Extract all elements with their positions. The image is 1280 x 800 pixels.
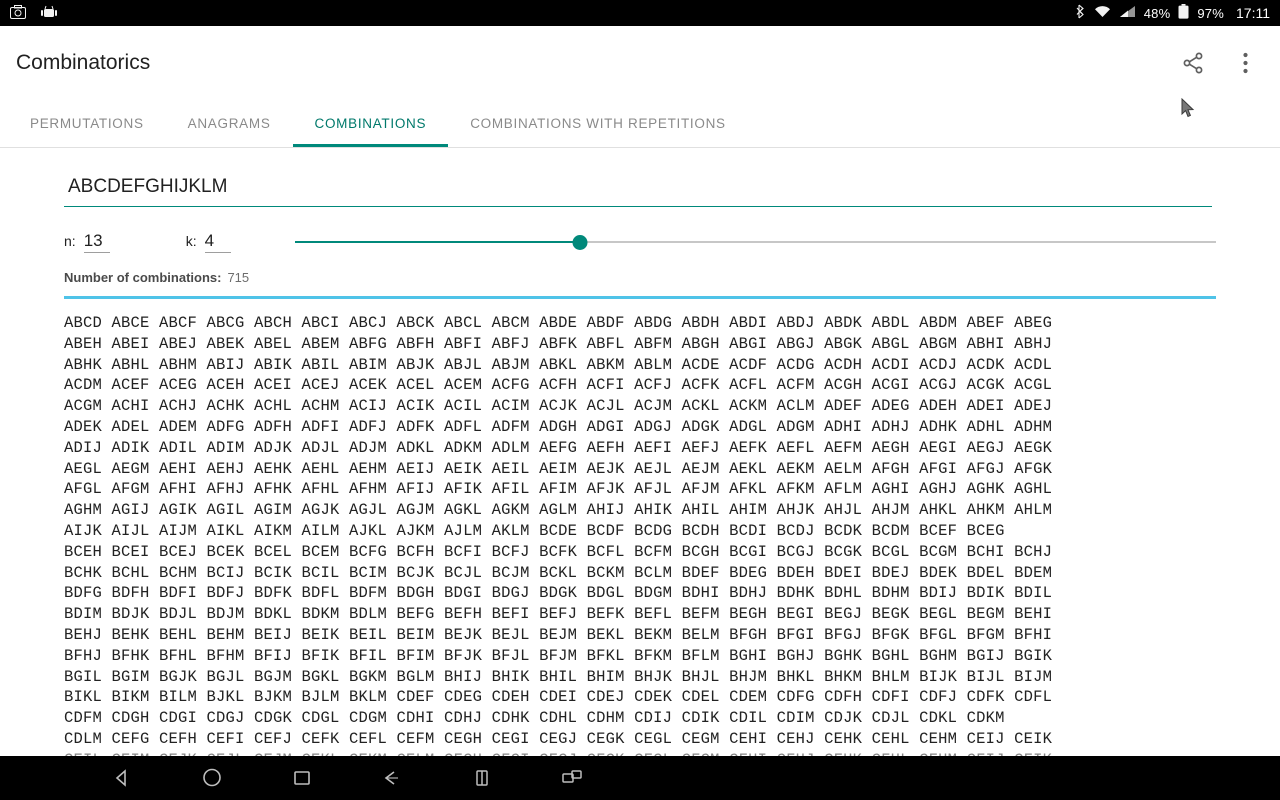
more-vertical-icon[interactable] [1230,48,1260,78]
result-row: BIKL BIKM BILM BJKL BJKM BJLM BKLM CDEF CDEG CDEH CDEI CDEJ CDEK CDEL CDEM CDFG CDFH CDFI CDFJ CDFK CDFL [64,688,1053,707]
status-bar [0,0,1280,26]
result-row: BCEH BCEI BCEJ BCEK BCEL BCEM BCFG BCFH BCFI BCFJ BCFK BCFL BCFM BCGH BCGI BCGJ BCGK BCGL BCGM BCHI BCHJ [64,542,1053,561]
parameters-row [64,225,1216,259]
combination-count [64,270,1216,285]
result-row: BFHJ BFHK BFHL BFHM BFIJ BFIK BFIL BFIM BFJK BFJL BFJM BFKL BFKM BFLM BGHI BGHJ BGHK BGHL BGHM BGIJ BGIK [64,646,1053,665]
share-icon[interactable] [1178,48,1208,78]
k-label: k: [185,233,197,249]
bluetooth-icon [1076,4,1086,22]
status-clock: 17:11 [1236,5,1270,21]
tab-combinations[interactable] [293,100,449,147]
tab-label: PERMUTATIONS [30,116,144,131]
status-bar-right-icons [1076,4,1270,22]
result-row: CDFM CDGH CDGI CDGJ CDGK CDGL CDGM CDHI CDHJ CDHK CDHL CDHM CDIJ CDIK CDIL CDIM CDJK CDJL CDKL CDKM [64,709,1005,728]
result-row: AGHM AGIJ AGIK AGIL AGIM AGJK AGJL AGJM AGKL AGKM AGLM AHIJ AHIK AHIL AHIM AHJK AHJL AHJM AHKL AHKM AHLM [64,501,1053,520]
result-row: BGIL BGIM BGJK BGJL BGJM BGKL BGKM BGLM BHIJ BHIK BHIL BHIM BHJK BHJL BHJM BHKL BHKM BHLM BIJK BIJL BIJM [64,667,1053,686]
wifi-icon [1094,5,1111,21]
result-row: ADIJ ADIK ADIL ADIM ADJK ADJL ADJM ADKL ADKM ADLM AEFG AEFH AEFI AEFJ AEFK AEFL AEFM AEGH AEGI AEGJ AEGK [64,438,1053,457]
charset-input[interactable] [64,172,1212,207]
tab-label: COMBINATIONS [314,116,427,131]
result-row: BDFG BDFH BDFI BDFJ BDFK BDFL BDFM BDGH BDGI BDGJ BDGK BDGL BDGM BDHI BDHJ BDHK BDHL BDHM BDIJ BDIK BDIL [64,584,1053,603]
camera-icon [10,5,26,22]
slider-fill [295,241,581,243]
app-bar [0,26,1280,100]
android-robot-icon [40,5,58,22]
result-row: ABCD ABCE ABCF ABCG ABCH ABCI ABCJ ABCK ABCL ABCM ABDE ABDF ABDG ABDH ABDI ABDJ ABDK ABDL ABDM ABEF ABEG [64,314,1053,332]
app-bar-actions [1178,48,1260,78]
result-row: ADEK ADEL ADEM ADFG ADFH ADFI ADFJ ADFK ADFL ADFM ADGH ADGI ADGJ ADGK ADGL ADGM ADHI ADHJ ADHK ADHL ADHM [64,417,1053,436]
secondary-battery-percent: 48% [1143,5,1171,21]
back-alt-icon[interactable] [378,764,406,792]
multi-window-icon[interactable] [558,764,586,792]
tab-bar [0,100,1280,148]
signal-icon [1119,5,1136,21]
count-label: Number of combinations: [64,270,222,285]
tab-label: ANAGRAMS [187,116,271,131]
main-content [0,148,1280,797]
result-row: ACGM ACHI ACHJ ACHK ACHL ACHM ACIJ ACIK ACIL ACIM ACJK ACJL ACJM ACKL ACKM ACLM ADEF ADEG ADEH ADEI ADEJ [64,397,1053,416]
recents-icon[interactable] [288,764,316,792]
k-value[interactable]: 4 [205,231,231,253]
tab-label: COMBINATIONS WITH REPETITIONS [470,116,726,131]
k-slider[interactable] [295,232,1216,252]
tab-combinations-with-repetitions[interactable] [448,100,748,147]
battery-percent: 97% [1197,5,1224,21]
system-navigation-bar [0,756,1280,800]
count-value: 715 [227,270,250,285]
result-row: BCHK BCHL BCHM BCIJ BCIK BCIL BCIM BCJK BCJL BCJM BCKL BCKM BCLM BDEF BDEG BDEH BDEI BDEJ BDEK BDEL BDEM [64,563,1053,582]
home-icon[interactable] [198,764,226,792]
result-row: ABHK ABHL ABHM ABIJ ABIK ABIL ABIM ABJK ABJL ABJM ABKL ABKM ABLM ACDE ACDF ACDG ACDH ACDI ACDJ ACDK ACDL [64,355,1053,374]
result-row: BDIM BDJK BDJL BDJM BDKL BDKM BDLM BEFG BEFH BEFI BEFJ BEFK BEFL BEFM BEGH BEGI BEGJ BEGK BEGL BEGM BEHI [64,605,1053,624]
slider-thumb[interactable] [573,235,588,250]
result-row: BEHJ BEHK BEHL BEHM BEIJ BEIK BEIL BEIM BEJK BEJL BEJM BEKL BEKM BELM BFGH BFGI BFGJ BFGK BFGL BFGM BFHI [64,625,1053,644]
section-divider [64,296,1216,299]
result-row: ABEH ABEI ABEJ ABEK ABEL ABEM ABFG ABFH ABFI ABFJ ABFK ABFL ABFM ABGH ABGI ABGJ ABGK ABGL ABGM ABHI ABHJ [64,334,1053,353]
tab-permutations[interactable] [8,100,166,147]
result-row: AEGL AEGM AEHI AEHJ AEHK AEHL AEHM AEIJ AEIK AEIL AEIM AEJK AEJL AEJM AEKL AEKM AELM AFGH AFGI AFGJ AFGK [64,459,1053,478]
result-row: AIJK AIJL AIJM AIKL AIKM AILM AJKL AJKM AJLM AKLM BCDE BCDF BCDG BCDH BCDI BCDJ BCDK BCDM BCEF BCEG [64,521,1005,540]
back-icon[interactable] [108,764,136,792]
split-screen-icon[interactable] [468,764,496,792]
result-row: AFGL AFGM AFHI AFHJ AFHK AFHL AFHM AFIJ AFIK AFIL AFIM AFJK AFJL AFJM AFKL AFKM AFLM AGHI AGHJ AGHK AGHL [64,480,1053,499]
n-parameter [64,231,110,253]
status-bar-left-icons [10,5,58,22]
battery-icon [1178,4,1189,22]
k-parameter [186,231,231,253]
result-row: ACDM ACEF ACEG ACEH ACEI ACEJ ACEK ACEL ACEM ACFG ACFH ACFI ACFJ ACFK ACFL ACFM ACGH ACGI ACGJ ACGK ACGL [64,376,1053,395]
n-label: n: [64,233,76,249]
page-title: Combinatorics [16,51,151,74]
result-row: CDLM CEFG CEFH CEFI CEFJ CEFK CEFL CEFM CEGH CEGI CEGJ CEGK CEGL CEGM CEHI CEHJ CEHK CEHL CEHM CEIJ CEIK [64,729,1053,748]
tab-anagrams[interactable] [166,100,293,147]
n-value[interactable]: 13 [84,231,110,253]
charset-row [64,148,1216,207]
results-list[interactable] [64,313,1216,797]
